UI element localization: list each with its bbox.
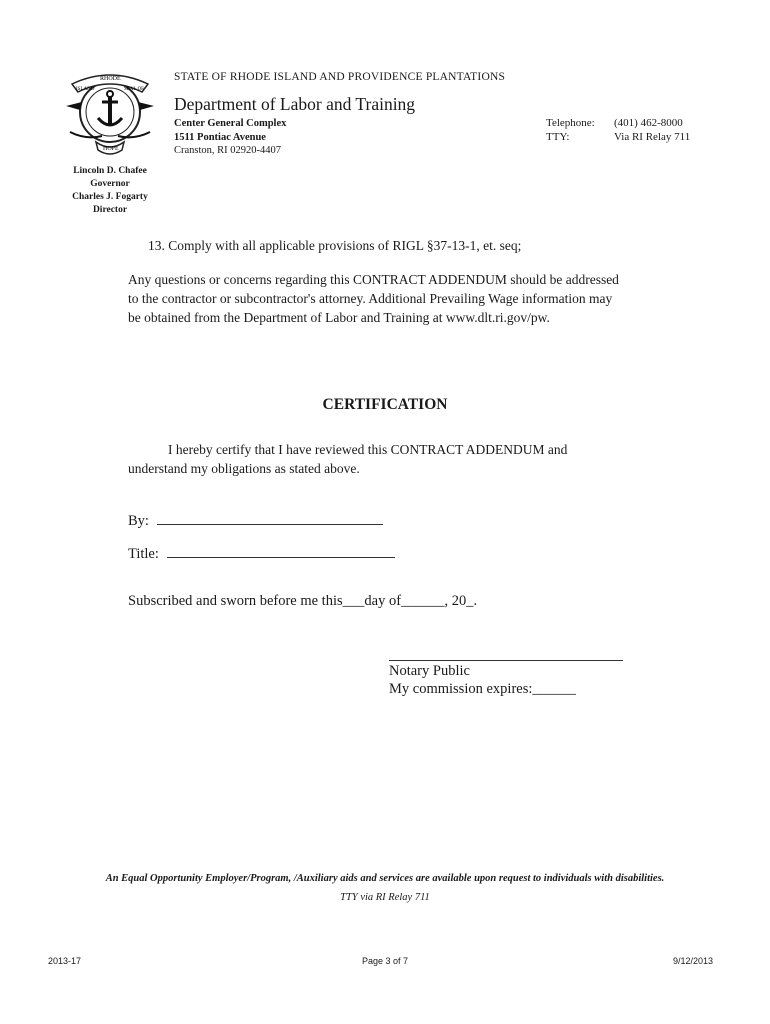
director-name: Charles J. Fogarty	[72, 192, 148, 202]
document-number: 2013-17	[48, 956, 82, 966]
by-field	[128, 510, 383, 530]
provision-item-13: 13. Comply with all applicable provisions of RIGL §37-13-1, et. seq;	[148, 238, 522, 253]
telephone-label: Telephone:	[546, 117, 595, 129]
certification-statement	[128, 440, 628, 478]
officials-block	[52, 165, 168, 217]
svg-text:SEAL OF: SEAL OF	[124, 87, 144, 92]
governor-name: Lincoln D. Chafee	[73, 166, 147, 176]
department-address	[174, 117, 286, 158]
director-title: Director	[92, 205, 128, 215]
notary-block	[389, 662, 576, 698]
address-line-1: Center General Complex	[174, 118, 287, 129]
document-date: 9/12/2013	[672, 956, 713, 966]
certification-statement-text: I hereby certify that I have reviewed this CONTRACT ADDENDUM and understand my obligations as stated above.	[128, 442, 568, 476]
title-signature-line[interactable]	[167, 543, 395, 558]
notary-signature-line[interactable]	[389, 660, 623, 661]
notary-public-label: Notary Public	[389, 663, 470, 679]
title-field	[128, 543, 395, 563]
svg-text:RHODE: RHODE	[100, 76, 121, 82]
title-label: Title:	[128, 546, 159, 562]
contact-info	[546, 117, 690, 144]
state-name: STATE OF RHODE ISLAND AND PROVIDENCE PLANTATIONS	[174, 71, 506, 83]
page-number: Page 3 of 7	[361, 956, 409, 966]
governor-title: Governor	[90, 179, 130, 189]
by-label: By:	[128, 513, 149, 529]
by-signature-line[interactable]	[157, 510, 383, 525]
address-line-2: 1511 Pontiac Avenue	[174, 131, 266, 143]
address-line-3: Cranston, RI 02920-4407	[174, 145, 282, 156]
footer-tty: TTY via RI Relay 711	[340, 892, 430, 903]
svg-text:ISLAND: ISLAND	[76, 87, 95, 92]
telephone-value: (401) 462-8000	[614, 117, 683, 129]
equal-opportunity-statement: An Equal Opportunity Employer/Program, /Auxiliary aids and services are available upon request to individuals with disabilities.	[105, 873, 665, 884]
rhode-island-seal-icon	[62, 66, 158, 162]
certification-title: CERTIFICATION	[322, 396, 448, 413]
questions-paragraph: Any questions or concerns regarding this CONTRACT ADDENDUM should be addressed to the contractor or subcontractor's attorney. Additional Prevailing Wage information may be obtained from the Department of Labor and Training at www.dlt.ri.gov/pw.	[128, 272, 619, 325]
sworn-statement: Subscribed and sworn before me this___day of______, 20_.	[128, 593, 478, 609]
tty-value: Via RI Relay 711	[614, 130, 691, 143]
tty-label: TTY:	[546, 130, 570, 143]
department-name: Department of Labor and Training	[174, 94, 416, 114]
commission-expires-label: My commission expires:______	[389, 681, 576, 697]
svg-text:HOPE: HOPE	[103, 146, 119, 152]
